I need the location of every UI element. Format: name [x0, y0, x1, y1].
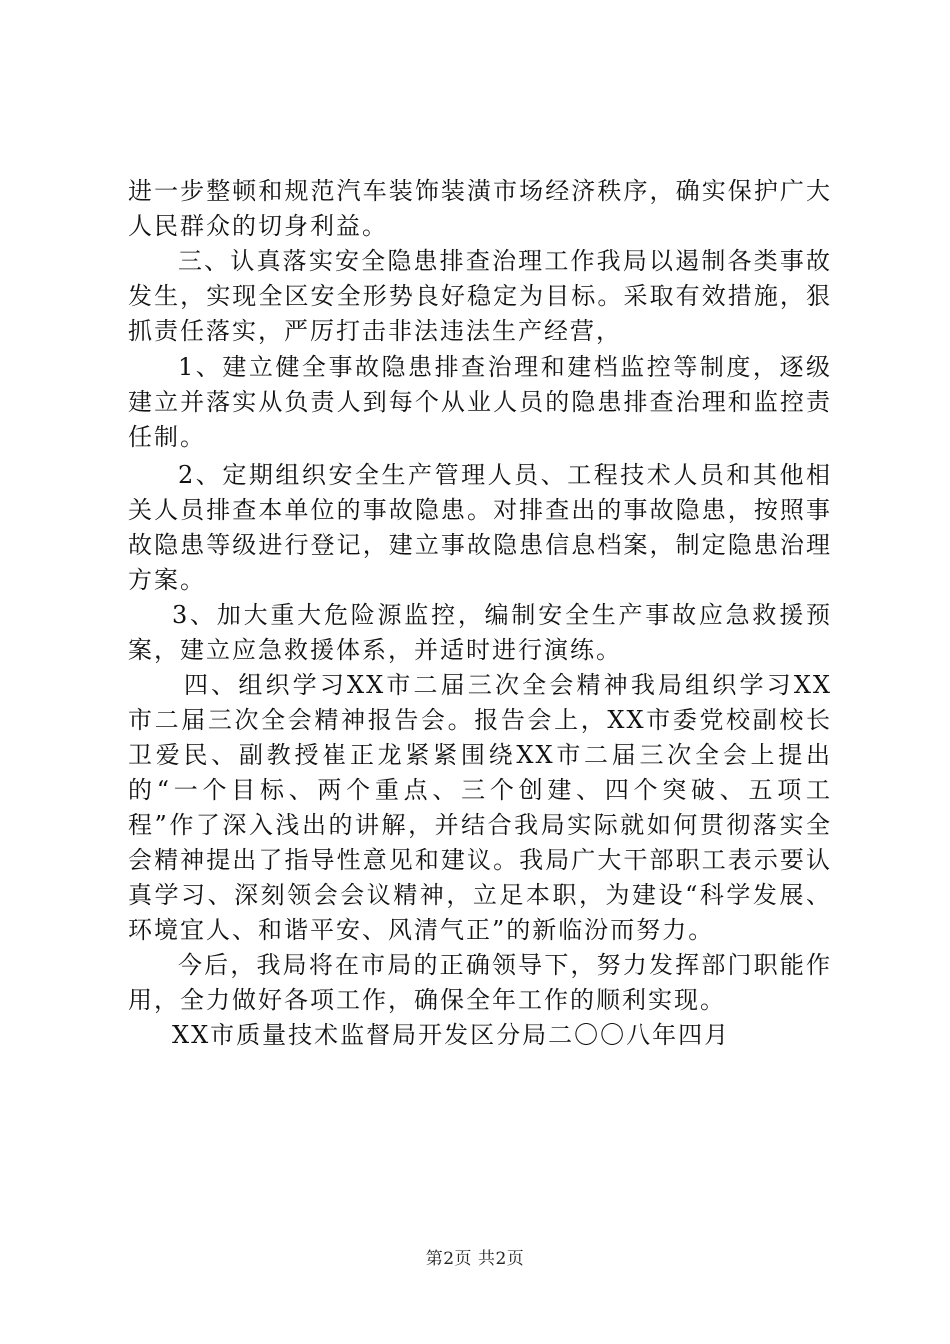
- paragraph-item-two: 2、定期组织安全生产管理人员、工程技术人员和其他相关人员排查本单位的事故隐患。对排查出的事故隐患，按照事故隐患等级进行登记，建立事故隐患信息档案，制定隐患治理方案。: [128, 461, 832, 594]
- paragraph-section-four: 四、组织学习XX市二届三次全会精神我局组织学习XX市二届三次全会精神报告会。报告会上，XX市委党校副校长卫爱民、副教授崔正龙紧紧围绕XX市二届三次全会上提出的“一个目标、两个重点、三个创建、四个突破、五项工程”作了深入浅出的讲解，并结合我局实际就如何贯彻落实全会精神提出了指导性意见和建议。我局广大干部职工表示要认真学习、深刻领会会议精神，立足本职，为建设“科学发展、环境宜人、和谐平安、风清气正”的新临汾而努力。: [128, 671, 832, 944]
- paragraph-item-three: 3、加大重大危险源监控，编制安全生产事故应急救援预案，建立应急救援体系，并适时进行演练。: [128, 601, 832, 664]
- page-footer: 第2页 共2页: [425, 1249, 525, 1269]
- paragraph-conclusion: 今后，我局将在市局的正确领导下，努力发挥部门职能作用，全力做好各项工作，确保全年工作的顺利实现。: [128, 951, 832, 1014]
- paragraph-item-one: 1、建立健全事故隐患排查治理和建档监控等制度，逐级建立并落实从负责人到每个从业人员的隐患排查治理和监控责任制。: [128, 353, 832, 451]
- document-body: [128, 174, 832, 1053]
- paragraph-section-three: 三、认真落实安全隐患排查治理工作我局以遏制各类事故发生，实现全区安全形势良好稳定为目标。采取有效措施，狠抓责任落实，严厉打击非法违法生产经营，: [128, 247, 832, 345]
- paragraph-intro: 进一步整顿和规范汽车装饰装潢市场经济秩序，确实保护广大人民群众的切身利益。: [128, 177, 832, 240]
- paragraph-signature: XX市质量技术监督局开发区分局二〇〇八年四月: [172, 1021, 731, 1049]
